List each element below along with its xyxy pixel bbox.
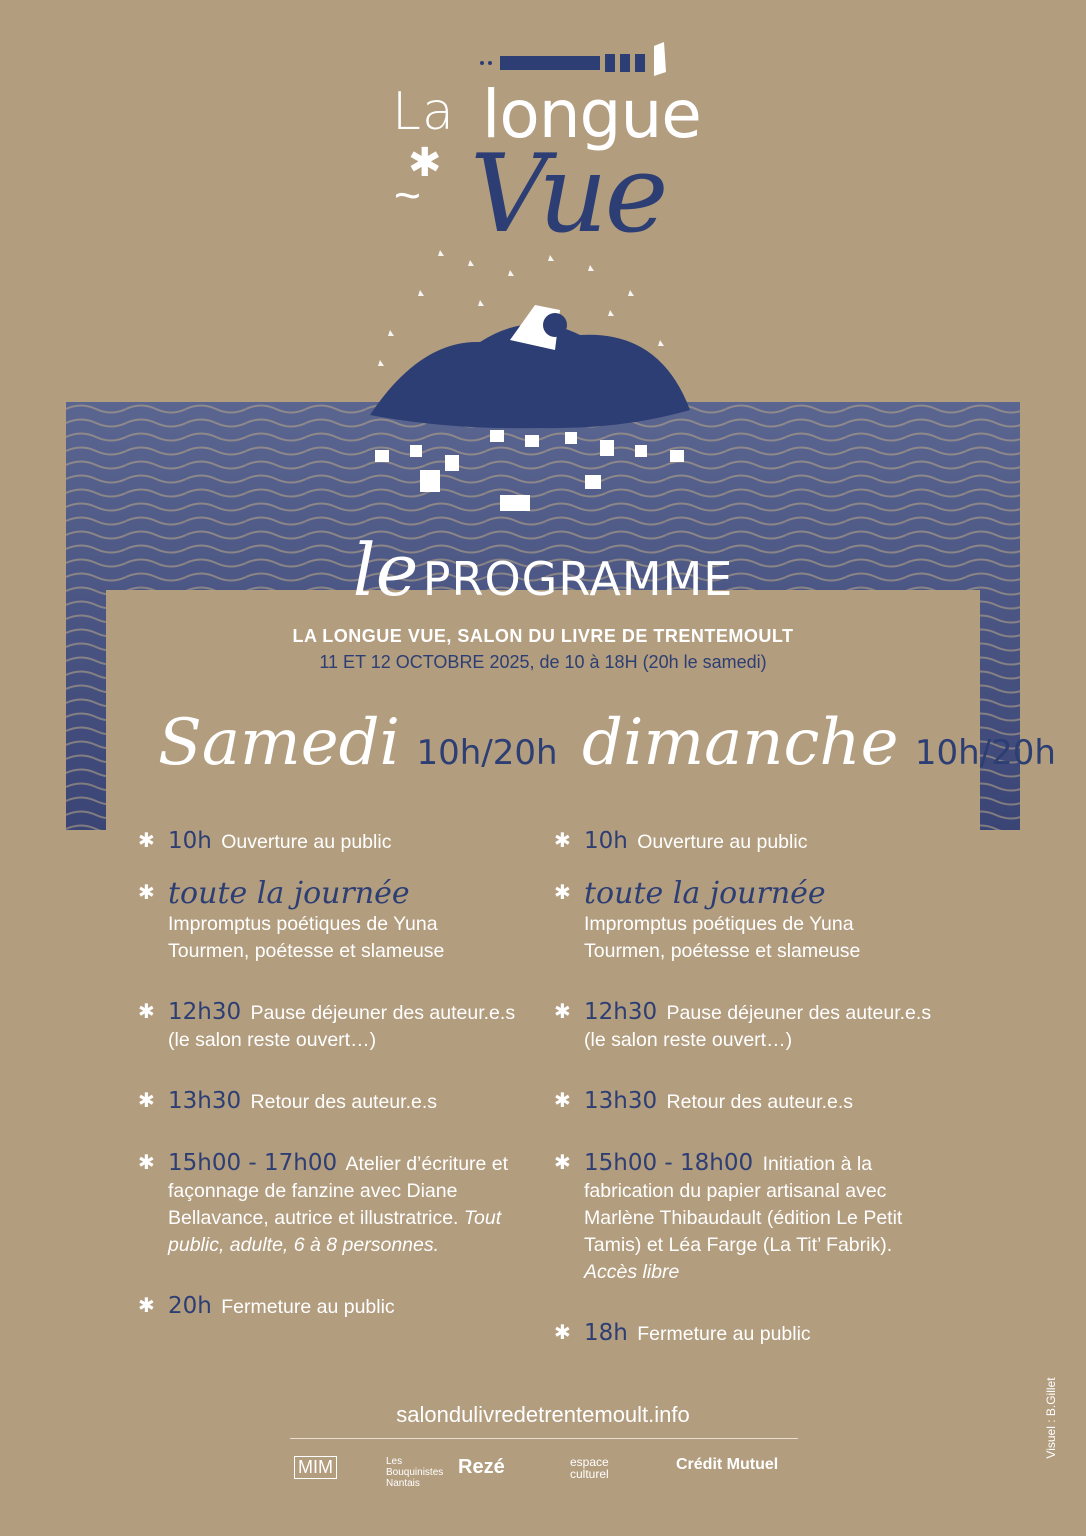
logo-la: La xyxy=(392,82,455,142)
partner-logos xyxy=(290,1450,810,1490)
item-text: Retour des auteur.e.s xyxy=(666,1091,853,1113)
list-item xyxy=(138,1150,518,1259)
partner-espace-culturel-logo: espace culturel xyxy=(570,1455,609,1481)
item-time: 20h xyxy=(168,1293,212,1319)
saturday-schedule xyxy=(138,828,518,1321)
asterisk-bullet-icon: ✱ xyxy=(138,1090,155,1112)
item-text: Retour des auteur.e.s xyxy=(250,1091,437,1113)
visual-credit xyxy=(1042,1368,1060,1468)
partner-credit-mutuel-logo: Crédit Mutuel xyxy=(676,1456,779,1473)
item-text: Impromptus poétiques de Yuna Tourmen, poétesse et slameuse xyxy=(168,913,445,962)
item-text: Ouverture au public xyxy=(221,831,392,853)
item-time: toute la journée xyxy=(168,876,410,911)
asterisk-bullet-icon: ✱ xyxy=(554,1090,571,1112)
item-text: Ouverture au public xyxy=(637,831,808,853)
list-item xyxy=(138,999,518,1054)
item-time: 18h xyxy=(584,1320,628,1346)
asterisk-bullet-icon: ✱ xyxy=(554,1152,571,1174)
list-item xyxy=(554,1088,934,1116)
partner-bouquinistes-logo: Les Bouquinistes Nantais xyxy=(386,1456,444,1489)
item-text: Pause déjeuner des auteur.e.s (le salon reste ouvert…) xyxy=(584,1002,932,1051)
item-text: Fermeture au public xyxy=(221,1296,395,1318)
list-item xyxy=(554,1150,934,1286)
item-time: 15h00 - 18h00 xyxy=(584,1150,754,1176)
item-text: Fermeture au public xyxy=(637,1323,811,1345)
item-text: Impromptus poétiques de Yuna Tourmen, poétesse et slameuse xyxy=(584,913,861,962)
sunday-header xyxy=(582,706,1056,780)
la-longue-vue-logo xyxy=(370,30,701,257)
asterisk-bullet-icon: ✱ xyxy=(138,1001,155,1023)
partner-reze-logo: Rezé xyxy=(458,1456,505,1478)
list-item xyxy=(554,999,934,1054)
item-text: Pause déjeuner des auteur.e.s (le salon reste ouvert…) xyxy=(168,1002,516,1051)
visual-credit-text: Visuel : B.Gillet xyxy=(1044,1377,1058,1459)
item-note: Tout public, adulte, 6 à 8 personnes. xyxy=(168,1207,502,1256)
saturday-name: Samedi xyxy=(158,706,400,780)
sunday-name: dimanche xyxy=(582,706,899,780)
program-title-programme: PROGRAMME xyxy=(422,552,734,606)
partner-mim-logo: MIM xyxy=(294,1456,337,1479)
item-text: Initiation à la fabrication du papier artisanal avec Marlène Thibaudault (édition Le Petit Tamis) et Léa Farge (La Tit’ Fabrik). xyxy=(584,1153,903,1256)
list-item xyxy=(138,1293,518,1321)
sunday-hours: 10h/20h xyxy=(914,733,1056,773)
event-name: LA LONGUE VUE, SALON DU LIVRE DE TRENTEMOULT xyxy=(292,626,794,646)
asterisk-bullet-icon: ✱ xyxy=(554,882,571,904)
list-item xyxy=(554,828,934,856)
item-time: 13h30 xyxy=(168,1088,242,1114)
item-time: 12h30 xyxy=(168,999,242,1025)
program-title-le: le xyxy=(352,528,419,612)
logo-vue: Vue xyxy=(470,132,666,257)
list-item xyxy=(554,1320,934,1348)
website-link[interactable]: salondulivredetrentemoult.info xyxy=(396,1402,690,1427)
item-text: Atelier d’écriture et façonnage de fanzine avec Diane Bellavance, autrice et illustratrice. xyxy=(168,1153,509,1229)
item-time: 15h00 - 17h00 xyxy=(168,1150,338,1176)
event-dates: 11 ET 12 OCTOBRE 2025, de 10 à 18H (20h le samedi) xyxy=(319,652,767,672)
list-item xyxy=(138,1088,518,1116)
asterisk-bullet-icon: ✱ xyxy=(554,1322,571,1344)
saturday-hours: 10h/20h xyxy=(416,733,558,773)
footer-divider xyxy=(290,1438,798,1439)
saturday-header xyxy=(158,706,558,780)
item-time: 10h xyxy=(584,828,628,854)
list-item xyxy=(138,876,518,965)
item-time: toute la journée xyxy=(584,876,826,911)
island-illustration xyxy=(360,250,720,530)
item-time: 12h30 xyxy=(584,999,658,1025)
asterisk-bullet-icon: ✱ xyxy=(138,882,155,904)
item-time: 10h xyxy=(168,828,212,854)
asterisk-bullet-icon: ✱ xyxy=(554,830,571,852)
list-item xyxy=(554,876,934,965)
item-note: Accès libre xyxy=(584,1261,680,1283)
sunday-schedule xyxy=(554,828,934,1348)
asterisk-bullet-icon: ✱ xyxy=(554,1001,571,1023)
program-title xyxy=(0,528,1086,612)
logo-longue: longue xyxy=(482,76,701,153)
list-item xyxy=(138,828,518,856)
asterisk-bullet-icon: ✱ xyxy=(138,1152,155,1174)
asterisk-bullet-icon: ✱ xyxy=(138,1295,155,1317)
asterisk-icon: ✱ xyxy=(408,141,442,185)
item-time: 13h30 xyxy=(584,1088,658,1114)
asterisk-bullet-icon: ✱ xyxy=(138,830,155,852)
tilde-icon: ~ xyxy=(394,169,421,221)
